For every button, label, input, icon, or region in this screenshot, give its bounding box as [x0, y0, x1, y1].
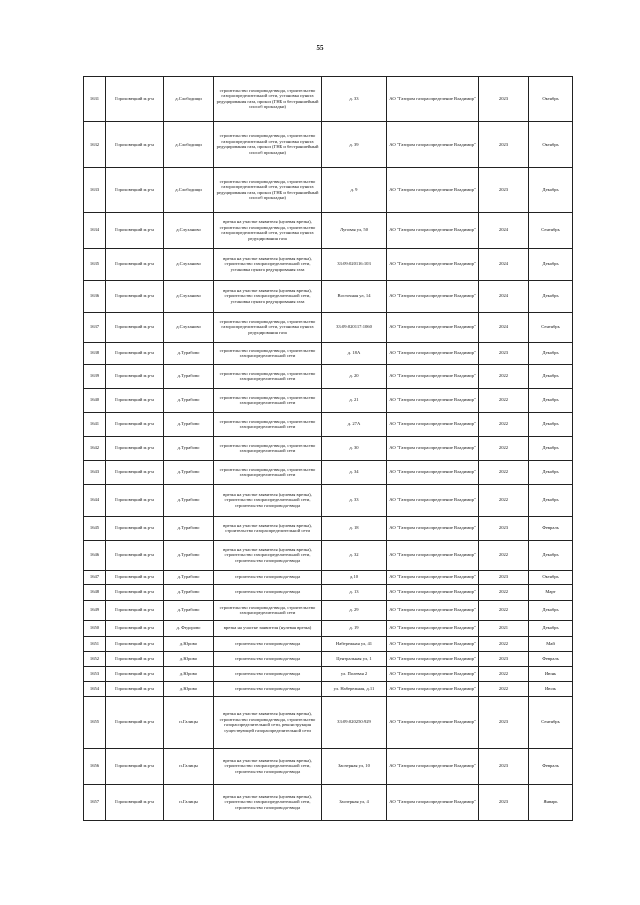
address-cell: д. 19	[322, 620, 387, 636]
address-cell: Набережная ул, 41	[322, 636, 387, 651]
year-cell: 2022	[479, 584, 529, 600]
table-row	[84, 600, 573, 620]
locality-cell: д.Турабово	[164, 364, 214, 388]
address-cell: д. 9	[322, 167, 387, 212]
district-cell: Гороховецкий м.р-н	[106, 620, 164, 636]
organization-cell: АО "Газпром газораспределение Владимир"	[387, 484, 479, 516]
month-cell: Декабрь	[529, 248, 573, 280]
address-cell: д. 29	[322, 600, 387, 620]
address-cell: д. 18	[322, 516, 387, 540]
address-cell: д. 27А	[322, 412, 387, 436]
address-cell: д. 33	[322, 484, 387, 516]
locality-cell: д.Юрово	[164, 651, 214, 666]
locality-cell: п.Галицы	[164, 696, 214, 748]
locality-cell: д.Турабово	[164, 412, 214, 436]
month-cell: Октябрь	[529, 77, 573, 122]
year-cell: 2023	[479, 167, 529, 212]
district-cell: Гороховецкий м.р-н	[106, 460, 164, 484]
address-cell: д. 13	[322, 584, 387, 600]
address-cell: Восточная ул, 14	[322, 280, 387, 312]
year-cell: 2023	[479, 651, 529, 666]
address-cell: д. 34	[322, 460, 387, 484]
organization-cell: АО "Газпром газораспределение Владимир"	[387, 312, 479, 342]
row-number-cell: 1635	[84, 248, 106, 280]
table-row	[84, 167, 573, 212]
month-cell: Февраль	[529, 748, 573, 784]
year-cell: 2024	[479, 248, 529, 280]
month-cell: Февраль	[529, 651, 573, 666]
district-cell: Гороховецкий м.р-н	[106, 681, 164, 696]
row-number-cell: 1644	[84, 484, 106, 516]
table-row	[84, 651, 573, 666]
month-cell: Декабрь	[529, 540, 573, 570]
table-row	[84, 681, 573, 696]
year-cell: 2022	[479, 636, 529, 651]
work-type-cell: врезка на участке заявителя (нулевая врезка), строительство газораспределительной сети, строительство газопровода-ввода	[214, 784, 322, 820]
district-cell: Гороховецкий м.р-н	[106, 212, 164, 248]
work-type-cell: врезка на участке заявителя (нулевая врезка), строительство газораспределительной сети, установка пункта редуцирования газа	[214, 280, 322, 312]
organization-cell: АО "Газпром газораспределение Владимир"	[387, 584, 479, 600]
work-type-cell: строительство газопровода-ввода, строительство газораспределительной сети	[214, 436, 322, 460]
district-cell: Гороховецкий м.р-н	[106, 342, 164, 364]
work-type-cell: строительство газопровода-ввода	[214, 636, 322, 651]
organization-cell: АО "Газпром газораспределение Владимир"	[387, 784, 479, 820]
month-cell: Декабрь	[529, 436, 573, 460]
organization-cell: АО "Газпром газораспределение Владимир"	[387, 342, 479, 364]
organization-cell: АО "Газпром газораспределение Владимир"	[387, 167, 479, 212]
organization-cell: АО "Газпром газораспределение Владимир"	[387, 460, 479, 484]
organization-cell: АО "Газпром газораспределение Владимир"	[387, 212, 479, 248]
address-cell: д. 21	[322, 388, 387, 412]
table-row	[84, 748, 573, 784]
work-type-cell: врезка на участке заявителя (нулевая врезка), строительство газораспределительной сети, строительство газопровода-ввода	[214, 540, 322, 570]
month-cell: Июль	[529, 681, 573, 696]
organization-cell: АО "Газпром газораспределение Владимир"	[387, 696, 479, 748]
locality-cell: д.Слуханово	[164, 280, 214, 312]
row-number-cell: 1638	[84, 342, 106, 364]
table-row	[84, 248, 573, 280]
work-type-cell: строительство газопровода-ввода, строительство газораспределительной сети, установка пункта редуцирования газа, прокол (ГНБ и бестраншейный способ прокладки)	[214, 121, 322, 167]
year-cell: 2023	[479, 748, 529, 784]
organization-cell: АО "Газпром газораспределение Владимир"	[387, 121, 479, 167]
work-type-cell: строительство газопровода-ввода, строительство газораспределительной сети	[214, 460, 322, 484]
address-cell: Луговая ул, 50	[322, 212, 387, 248]
address-cell: д. 39	[322, 121, 387, 167]
work-type-cell: врезка на участке заявителя (нулевая врезка), строительство газораспределительной сети	[214, 516, 322, 540]
table-row	[84, 484, 573, 516]
row-number-cell: 1651	[84, 636, 106, 651]
work-type-cell: строительство газопровода-ввода, строительство газораспределительной сети	[214, 388, 322, 412]
locality-cell: д.Турабово	[164, 436, 214, 460]
locality-cell: д.Турабово	[164, 388, 214, 412]
table-row	[84, 280, 573, 312]
address-cell: Заозерная ул, 10	[322, 748, 387, 784]
work-type-cell: врезка на участке заявителя (нулевая врезка)	[214, 620, 322, 636]
month-cell: Январь	[529, 784, 573, 820]
work-type-cell: строительство газопровода-ввода	[214, 666, 322, 681]
month-cell: Сентябрь	[529, 312, 573, 342]
locality-cell: д.Турабово	[164, 584, 214, 600]
table-row	[84, 312, 573, 342]
work-type-cell: строительство газопровода-ввода, строительство газораспределительной сети	[214, 342, 322, 364]
work-type-cell: строительство газопровода-ввода, строительство газораспределительной сети	[214, 600, 322, 620]
address-cell: д. 18А	[322, 342, 387, 364]
table-row	[84, 516, 573, 540]
address-cell: ул. Полевая 2	[322, 666, 387, 681]
row-number-cell: 1636	[84, 280, 106, 312]
organization-cell: АО "Газпром газораспределение Владимир"	[387, 436, 479, 460]
locality-cell: д.Турабово	[164, 600, 214, 620]
work-type-cell: строительство газопровода-ввода	[214, 584, 322, 600]
year-cell: 2022	[479, 540, 529, 570]
year-cell: 2023	[479, 77, 529, 122]
district-cell: Гороховецкий м.р-н	[106, 121, 164, 167]
year-cell: 2022	[479, 681, 529, 696]
district-cell: Гороховецкий м.р-н	[106, 651, 164, 666]
table-row	[84, 212, 573, 248]
year-cell: 2023	[479, 516, 529, 540]
work-type-cell: строительство газопровода-ввода, строительство газораспределительной сети, установка пункта редуцирования газа, прокол (ГНБ и бестраншейный способ прокладки)	[214, 77, 322, 122]
year-cell: 2023	[479, 121, 529, 167]
row-number-cell: 1641	[84, 412, 106, 436]
district-cell: Гороховецкий м.р-н	[106, 584, 164, 600]
table-row	[84, 784, 573, 820]
organization-cell: АО "Газпром газораспределение Владимир"	[387, 651, 479, 666]
address-cell: 33:09:020117:1060	[322, 312, 387, 342]
row-number-cell: 1646	[84, 540, 106, 570]
year-cell: 2022	[479, 666, 529, 681]
locality-cell: д.Турабово	[164, 460, 214, 484]
row-number-cell: 1657	[84, 784, 106, 820]
year-cell: 2022	[479, 412, 529, 436]
locality-cell: д.Слуханово	[164, 248, 214, 280]
row-number-cell: 1640	[84, 388, 106, 412]
table-row	[84, 364, 573, 388]
district-cell: Гороховецкий м.р-н	[106, 388, 164, 412]
district-cell: Гороховецкий м.р-н	[106, 436, 164, 460]
row-number-cell: 1653	[84, 666, 106, 681]
month-cell: Декабрь	[529, 412, 573, 436]
organization-cell: АО "Газпром газораспределение Владимир"	[387, 681, 479, 696]
month-cell: Декабрь	[529, 280, 573, 312]
row-number-cell: 1656	[84, 748, 106, 784]
work-type-cell: строительство газопровода-ввода	[214, 570, 322, 584]
row-number-cell: 1637	[84, 312, 106, 342]
month-cell: Октябрь	[529, 570, 573, 584]
organization-cell: АО "Газпром газораспределение Владимир"	[387, 248, 479, 280]
year-cell: 2024	[479, 212, 529, 248]
work-type-cell: врезка на участке заявителя (нулевая врезка), строительство газопровода-ввода, строительство газораспределительной сети, реконструкция существующей газораспределительной сети	[214, 696, 322, 748]
year-cell: 2022	[479, 600, 529, 620]
locality-cell: д.Слуханово	[164, 212, 214, 248]
table-row	[84, 342, 573, 364]
locality-cell: д.Турабово	[164, 484, 214, 516]
month-cell: Декабрь	[529, 388, 573, 412]
month-cell: Декабрь	[529, 620, 573, 636]
table-row	[84, 388, 573, 412]
locality-cell: п.Галицы	[164, 748, 214, 784]
work-type-cell: строительство газопровода-ввода	[214, 681, 322, 696]
locality-cell: д.Юрово	[164, 666, 214, 681]
district-cell: Гороховецкий м.р-н	[106, 666, 164, 681]
year-cell: 2022	[479, 364, 529, 388]
district-cell: Гороховецкий м.р-н	[106, 364, 164, 388]
work-type-cell: строительство газопровода-ввода, строительство газораспределительной сети, установка пункта редуцирования газа	[214, 312, 322, 342]
organization-cell: АО "Газпром газораспределение Владимир"	[387, 364, 479, 388]
address-cell: Заозерная ул, 4	[322, 784, 387, 820]
row-number-cell: 1632	[84, 121, 106, 167]
district-cell: Гороховецкий м.р-н	[106, 248, 164, 280]
address-cell: д. 30	[322, 436, 387, 460]
address-cell: 33:09:020250:929	[322, 696, 387, 748]
year-cell: 2024	[479, 280, 529, 312]
district-cell: Гороховецкий м.р-н	[106, 540, 164, 570]
locality-cell: д.Слободищи	[164, 121, 214, 167]
year-cell: 2021	[479, 620, 529, 636]
locality-cell: д.Юрово	[164, 681, 214, 696]
organization-cell: АО "Газпром газораспределение Владимир"	[387, 77, 479, 122]
locality-cell: д.Турабово	[164, 570, 214, 584]
organization-cell: АО "Газпром газораспределение Владимир"	[387, 600, 479, 620]
locality-cell: д. Федорово	[164, 620, 214, 636]
month-cell: Декабрь	[529, 167, 573, 212]
month-cell: Март	[529, 584, 573, 600]
locality-cell: д.Слободищи	[164, 77, 214, 122]
gasification-schedule-table	[83, 76, 573, 821]
row-number-cell: 1647	[84, 570, 106, 584]
row-number-cell: 1645	[84, 516, 106, 540]
table-row	[84, 77, 573, 122]
district-cell: Гороховецкий м.р-н	[106, 412, 164, 436]
table-row	[84, 666, 573, 681]
organization-cell: АО "Газпром газораспределение Владимир"	[387, 666, 479, 681]
district-cell: Гороховецкий м.р-н	[106, 748, 164, 784]
row-number-cell: 1633	[84, 167, 106, 212]
locality-cell: п.Галицы	[164, 784, 214, 820]
district-cell: Гороховецкий м.р-н	[106, 280, 164, 312]
district-cell: Гороховецкий м.р-н	[106, 570, 164, 584]
organization-cell: АО "Газпром газораспределение Владимир"	[387, 516, 479, 540]
work-type-cell: строительство газопровода-ввода, строительство газораспределительной сети, установка пункта редуцирования газа, прокол (ГНБ и бестраншейный способ прокладки)	[214, 167, 322, 212]
district-cell: Гороховецкий м.р-н	[106, 312, 164, 342]
district-cell: Гороховецкий м.р-н	[106, 167, 164, 212]
month-cell: Сентябрь	[529, 696, 573, 748]
year-cell: 2022	[479, 388, 529, 412]
month-cell: Июнь	[529, 666, 573, 681]
organization-cell: АО "Газпром газораспределение Владимир"	[387, 636, 479, 651]
table-row	[84, 570, 573, 584]
year-cell: 2023	[479, 696, 529, 748]
address-cell: д.10	[322, 570, 387, 584]
district-cell: Гороховецкий м.р-н	[106, 516, 164, 540]
row-number-cell: 1639	[84, 364, 106, 388]
table-row	[84, 620, 573, 636]
work-type-cell: строительство газопровода-ввода	[214, 651, 322, 666]
address-cell: д. 20	[322, 364, 387, 388]
district-cell: Гороховецкий м.р-н	[106, 484, 164, 516]
table-row	[84, 121, 573, 167]
table-row	[84, 584, 573, 600]
organization-cell: АО "Газпром газораспределение Владимир"	[387, 540, 479, 570]
year-cell: 2023	[479, 784, 529, 820]
row-number-cell: 1649	[84, 600, 106, 620]
page-number: 55	[316, 44, 324, 52]
month-cell: Декабрь	[529, 342, 573, 364]
row-number-cell: 1634	[84, 212, 106, 248]
address-cell: д. 33	[322, 77, 387, 122]
address-cell: ул. Набережная, д.11	[322, 681, 387, 696]
year-cell: 2023	[479, 342, 529, 364]
organization-cell: АО "Газпром газораспределение Владимир"	[387, 748, 479, 784]
row-number-cell: 1654	[84, 681, 106, 696]
year-cell: 2023	[479, 570, 529, 584]
row-number-cell: 1648	[84, 584, 106, 600]
organization-cell: АО "Газпром газораспределение Владимир"	[387, 412, 479, 436]
year-cell: 2022	[479, 484, 529, 516]
row-number-cell: 1643	[84, 460, 106, 484]
month-cell: Декабрь	[529, 484, 573, 516]
work-type-cell: строительство газопровода-ввода, строительство газораспределительной сети	[214, 412, 322, 436]
locality-cell: д.Турабово	[164, 516, 214, 540]
month-cell: Декабрь	[529, 364, 573, 388]
month-cell: Декабрь	[529, 600, 573, 620]
district-cell: Гороховецкий м.р-н	[106, 600, 164, 620]
locality-cell: д.Слободищи	[164, 167, 214, 212]
work-type-cell: врезка на участке заявителя (нулевая врезка), строительство газопровода-ввода, строительство газораспределительной сети, установка пункта редуцирования газа	[214, 212, 322, 248]
month-cell: Февраль	[529, 516, 573, 540]
month-cell: Октябрь	[529, 121, 573, 167]
table-row	[84, 436, 573, 460]
district-cell: Гороховецкий м.р-н	[106, 77, 164, 122]
work-type-cell: строительство газопровода-ввода, строительство газораспределительной сети	[214, 364, 322, 388]
organization-cell: АО "Газпром газораспределение Владимир"	[387, 570, 479, 584]
locality-cell: д.Юрово	[164, 636, 214, 651]
year-cell: 2024	[479, 312, 529, 342]
district-cell: Гороховецкий м.р-н	[106, 636, 164, 651]
year-cell: 2022	[479, 460, 529, 484]
row-number-cell: 1650	[84, 620, 106, 636]
locality-cell: д.Турабово	[164, 540, 214, 570]
month-cell: Сентябрь	[529, 212, 573, 248]
organization-cell: АО "Газпром газораспределение Владимир"	[387, 620, 479, 636]
table-row	[84, 636, 573, 651]
table-row	[84, 540, 573, 570]
row-number-cell: 1631	[84, 77, 106, 122]
district-cell: Гороховецкий м.р-н	[106, 784, 164, 820]
month-cell: Май	[529, 636, 573, 651]
work-type-cell: врезка на участке заявителя (нулевая врезка), строительство газораспределительной сети, установка пункта редуцирования газа	[214, 248, 322, 280]
address-cell: Центральная ул, 1	[322, 651, 387, 666]
organization-cell: АО "Газпром газораспределение Владимир"	[387, 280, 479, 312]
table-row	[84, 412, 573, 436]
organization-cell: АО "Газпром газораспределение Владимир"	[387, 388, 479, 412]
row-number-cell: 1652	[84, 651, 106, 666]
work-type-cell: врезка на участке заявителя (нулевая врезка), строительство газораспределительной сети, строительство газопровода-ввода	[214, 484, 322, 516]
year-cell: 2022	[479, 436, 529, 460]
month-cell: Декабрь	[529, 460, 573, 484]
locality-cell: д.Турабово	[164, 342, 214, 364]
address-cell: 33:09:020116:103	[322, 248, 387, 280]
work-type-cell: врезка на участке заявителя (нулевая врезка), строительство газораспределительной сети, строительство газопровода-ввода	[214, 748, 322, 784]
table-row	[84, 696, 573, 748]
district-cell: Гороховецкий м.р-н	[106, 696, 164, 748]
table-row	[84, 460, 573, 484]
locality-cell: д.Слуханово	[164, 312, 214, 342]
row-number-cell: 1655	[84, 696, 106, 748]
address-cell: д. 32	[322, 540, 387, 570]
row-number-cell: 1642	[84, 436, 106, 460]
